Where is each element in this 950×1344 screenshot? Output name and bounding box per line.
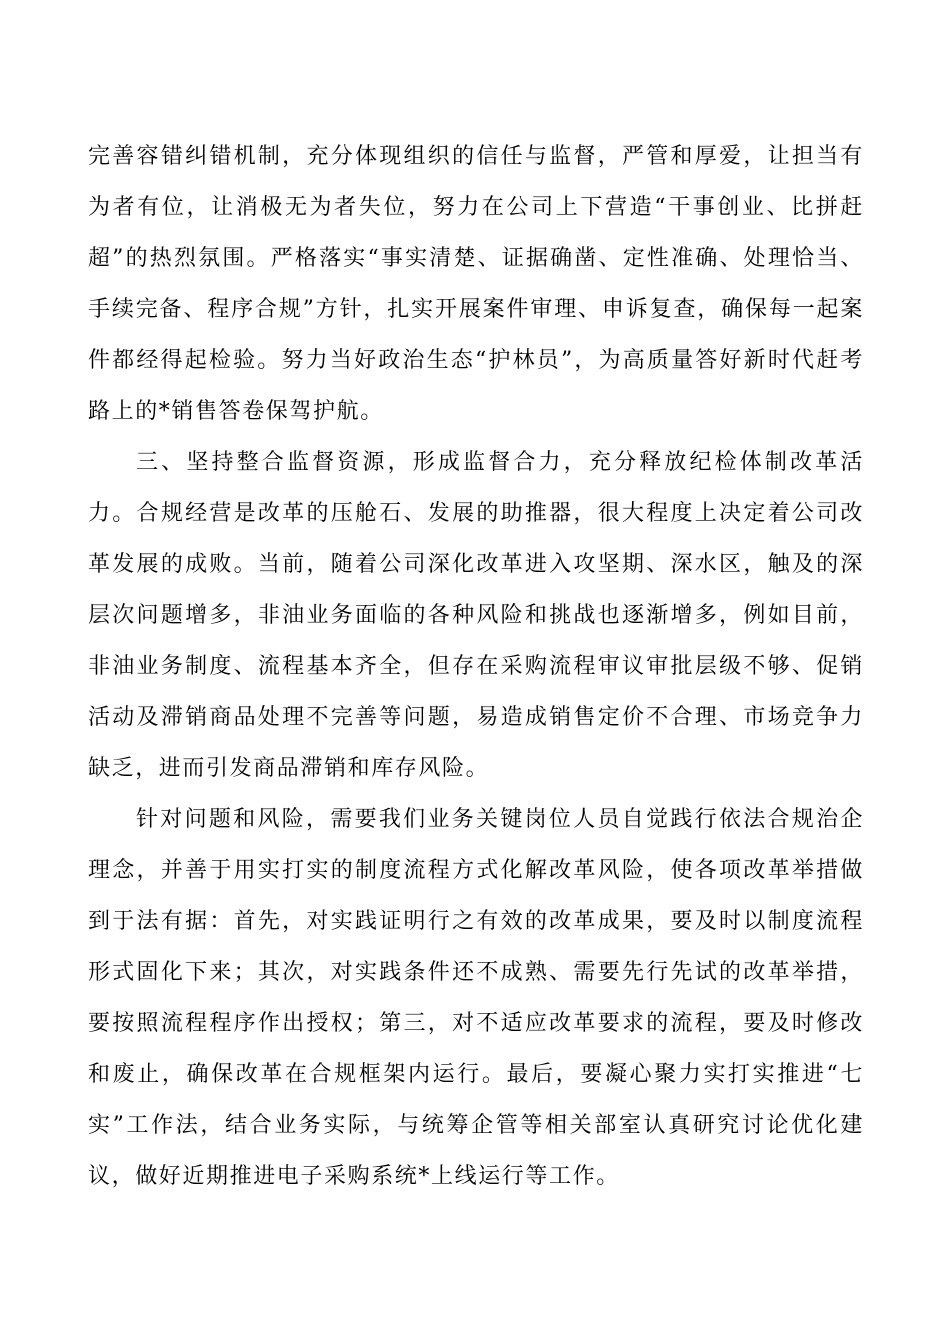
paragraph-section-three: 三、坚持整合监督资源，形成监督合力，充分释放纪检体制改革活力。合规经营是改革的压舱石、发展的助推器，很大程度上决定着公司改革发展的成败。当前，随着公司深化改革进入攻坚期、深水区，触及的深层次问题增多，非油业务面临的各种风险和挑战也逐渐增多，例如目前，非油业务制度、流程基本齐全，但存在采购流程审议审批层级不够、促销活动及滞销商品处理不完善等问题，易造成销售定价不合理、市场竞争力缺乏，进而引发商品滞销和库存风险。 <box>88 450 864 781</box>
paragraph-measures: 针对问题和风险，需要我们业务关键岗位人员自觉践行依法合规治企理念，并善于用实打实的制度流程方式化解改革风险，使各项改革举措做到于法有据：首先，对实践证明行之有效的改革成果，要及时以制度流程形式固化下来；其次，对实践条件还不成熟、需要先行先试的改革举措，要按照流程程序作出授权；第三，对不适应改革要求的流程，要及时修改和废止，确保改革在合规框架内运行。最后，要凝心聚力实打实推进“七实”工作法，结合业务实际，与统筹企管等相关部室认真研究讨论优化建议，做好近期推进电子采购系统*上线运行等工作。 <box>88 807 864 1189</box>
document-body <box>88 131 864 1202</box>
paragraph-continuation: 完善容错纠错机制，充分体现组织的信任与监督，严管和厚爱，让担当有为者有位，让消极无为者失位，努力在公司上下营造“干事创业、比拼赶超”的热烈氛围。严格落实“事实清楚、证据确凿、定性准确、处理恰当、手续完备、程序合规”方针，扎实开展案件审理、申诉复查，确保每一起案件都经得起检验。努力当好政治生态“护林员”，为高质量答好新时代赶考路上的*销售答卷保驾护航。 <box>88 144 864 424</box>
